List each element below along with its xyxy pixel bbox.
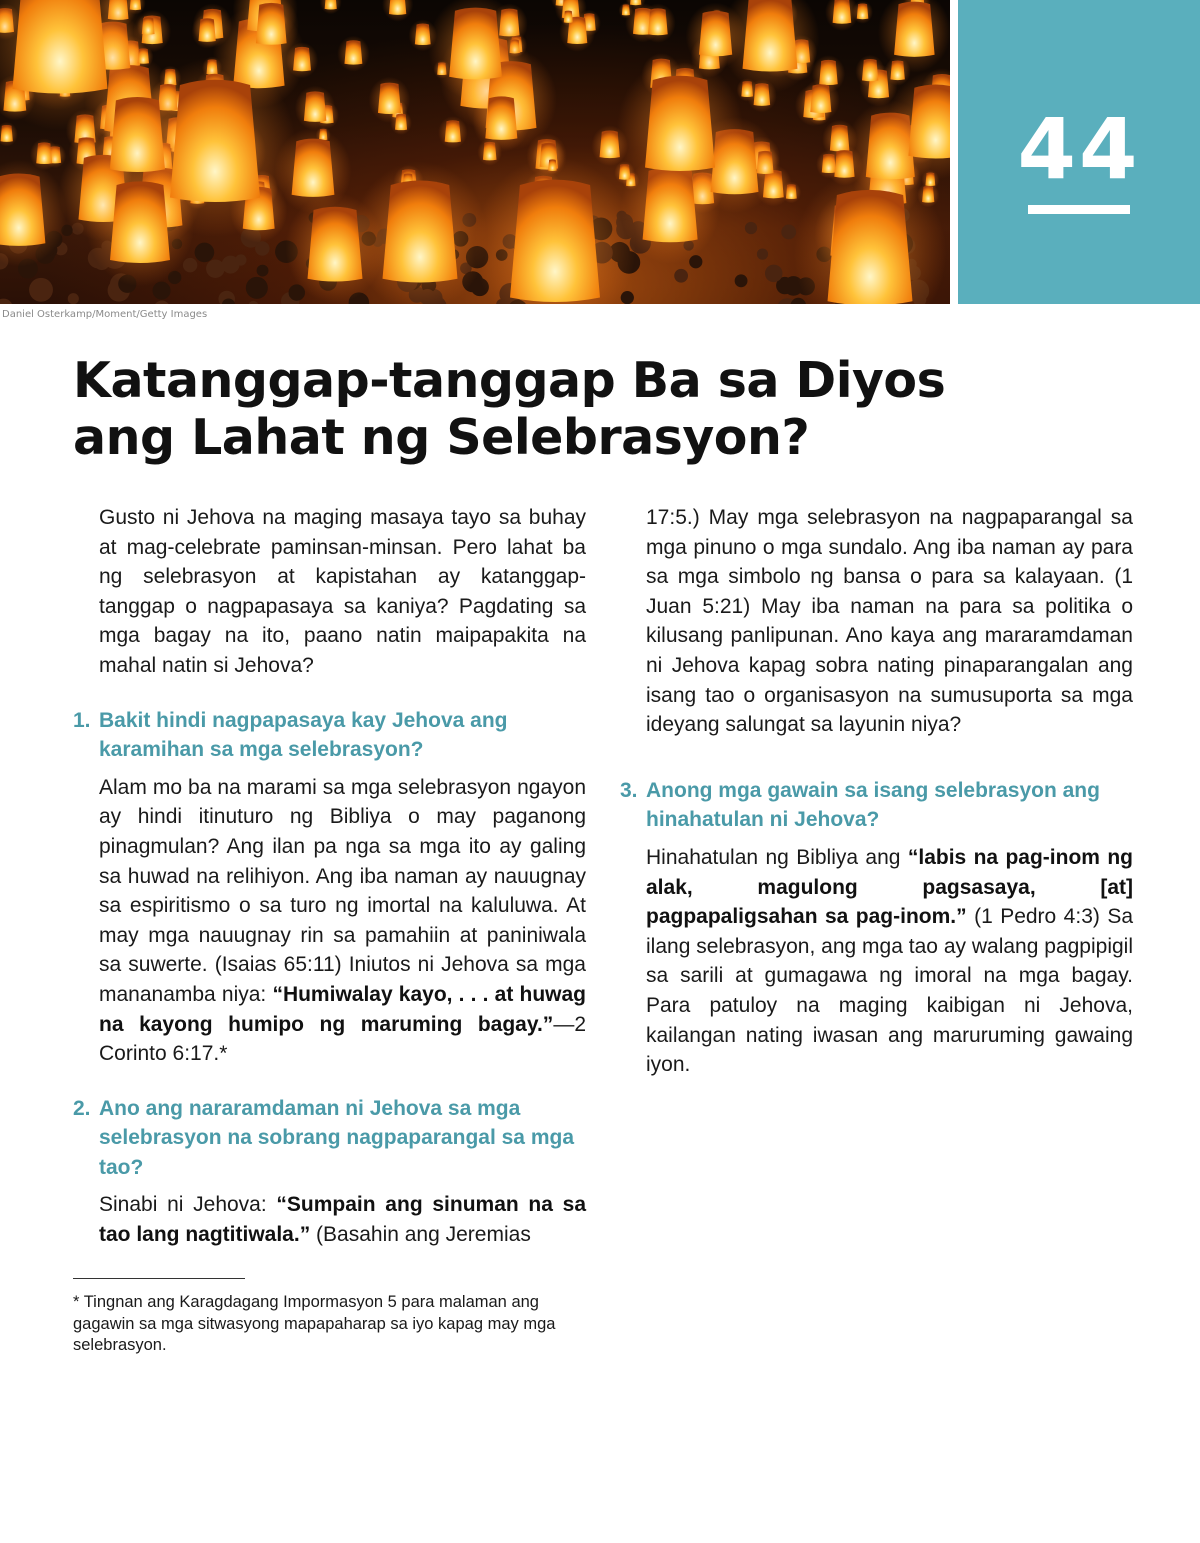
crowd-figure xyxy=(674,269,688,283)
sky-lanterns-photo xyxy=(0,0,950,304)
answer-2-quote: “Sumpain ang sinuman na sa tao lang nagtitiwala.” xyxy=(99,1193,587,1247)
page-title xyxy=(73,352,1073,466)
crowd-figure xyxy=(246,277,268,299)
lantern xyxy=(640,3,675,42)
footnote: * Tingnan ang Karagdagang Impormasyon 5 para malaman ang gagawin sa mga sitwasyong mapapaharap sa iyo kapag may mga selebrasyon. xyxy=(73,1293,556,1354)
lesson-number-panel xyxy=(958,0,1200,304)
crowd-figure xyxy=(68,293,79,304)
answer-3-paragraph xyxy=(620,843,1133,1080)
right-column xyxy=(620,503,1133,1105)
answer-2-paragraph xyxy=(73,1190,586,1249)
lantern xyxy=(382,0,413,22)
crowd-figure xyxy=(153,282,171,300)
title-line-2: ang Lahat ng Selebrasyon? xyxy=(73,409,810,466)
crowd-figure xyxy=(781,225,796,240)
answer-2-text-b: (Basahin ang Jeremias xyxy=(310,1223,531,1247)
lantern xyxy=(619,2,634,18)
footnote-divider xyxy=(73,1278,245,1279)
answer-3-quote: “labis na pag-inom ng alak, magulong pagsasaya, [at] pagpapaligsahan sa pag-inom.” xyxy=(646,845,1133,929)
lantern xyxy=(320,0,342,14)
answer-2-text-a: Sinabi ni Jehova: xyxy=(99,1193,277,1217)
crowd-figure xyxy=(765,265,783,283)
crowd-figure xyxy=(257,265,269,277)
crowd-figure xyxy=(29,278,53,302)
crowd-figure xyxy=(154,301,170,304)
crowd-figure xyxy=(735,274,748,287)
question-3-number: 3. xyxy=(620,778,638,802)
answer-1-quote: “Humiwalay kayo, . . . at huwag na kayong humipo ng maruming bagay.” xyxy=(99,982,586,1036)
question-3-text: Anong mga gawain sa isang selebrasyon ang hinahatulan ni Jehova? xyxy=(646,778,1100,832)
crowd-figure xyxy=(757,249,768,260)
question-3 xyxy=(620,776,1133,835)
lesson-number: 44 xyxy=(1017,100,1141,198)
lantern xyxy=(617,58,743,198)
question-1-number: 1. xyxy=(73,708,91,732)
intro-paragraph: Gusto ni Jehova na maging masaya tayo sa buhay at mag-celebrate paminsan-minsan. Pero lahat ba ng selebrasyon at kapistahan ay katanggap-tanggap o nagpapasaya sa kaniya? Pagdating sa mga bagay na ito, paano natin maipapakita na mahal natin si Jehova? xyxy=(99,506,586,677)
answer-1-text-b: —2 Corinto 6:17.* xyxy=(99,1012,586,1066)
answer-2-continuation: 17:5.) May mga selebrasyon na nagpaparangal sa mga pinuno o mga sundalo. Ang iba naman ay para sa mga simbolo ng bansa o para sa kalayaan. (1 Juan 5:21) May iba naman na para sa politika o kilusang panlipunan. Ano kaya ang mararamdaman ni Jehova kapag sobra nating pinaparangalan ang isang tao o organisasyon na sumusuporta sa mga ideyang salungat sa layunin niya? xyxy=(646,506,1133,737)
crowd-figure xyxy=(235,254,246,265)
lantern xyxy=(337,36,369,72)
answer-3-text-a: Hinahatulan ng Bibliya ang xyxy=(646,845,908,869)
answer-1-text-a: Alam mo ba na marami sa mga selebrasyon ngayon ay hindi itinuturo ng Bibliya o may paganong pinagmulan? Ang ilan pa nga sa mga ito ay galing sa huwad na relihiyon. Ang iba naman ay nauugnay sa espiritismo o sa turo ng imortal na kaluluwa. At may mga nauugnay rin sa pamahiin at paniniwala sa suwerte. (Isaias 65:11) Iniutos ni Jehova sa mga mananamba niya: xyxy=(99,775,586,1006)
question-2-text: Ano ang nararamdaman ni Jehova sa mga selebrasyon na sobrang nagpaparangal sa mga tao? xyxy=(99,1096,574,1179)
lantern xyxy=(825,0,859,31)
lantern xyxy=(286,193,385,303)
question-1-text: Bakit hindi nagpapasaya kay Jehova ang karamihan sa mga selebrasyon? xyxy=(99,708,508,762)
title-line-1: Katanggap-tanggap Ba sa Diyos xyxy=(73,352,946,409)
crowd-figure xyxy=(745,222,757,234)
answer-1-paragraph xyxy=(73,773,586,1069)
lantern xyxy=(0,122,18,147)
crowd-figure xyxy=(183,258,197,272)
crowd-figure xyxy=(790,298,806,304)
left-column xyxy=(73,503,586,1250)
crowd-figure xyxy=(195,243,215,263)
question-2-number: 2. xyxy=(73,1096,91,1120)
lanterns-illustration xyxy=(0,0,950,304)
lantern xyxy=(560,8,576,26)
lesson-number-underline xyxy=(1028,205,1130,214)
crowd-figure xyxy=(0,299,13,304)
question-1 xyxy=(73,706,586,765)
answer-3-text-b: (1 Pedro 4:3) Sa ilang selebrasyon, ang mga tao ay walang pagpipigil sa sarili at gumagawa ng imoral na mga bagay. Para patuloy na maging kaibigan ni Jehova, kailangan nating iwasan ang maruruming gawaing iyon. xyxy=(646,905,1134,1077)
question-2 xyxy=(73,1094,586,1183)
photo-credit: Daniel Osterkamp/Moment/Getty Images xyxy=(2,309,208,320)
lantern xyxy=(855,55,884,88)
lantern xyxy=(802,79,840,121)
lantern xyxy=(474,157,636,304)
lantern xyxy=(473,88,531,152)
crowd-figure xyxy=(248,301,258,304)
crowd-figure xyxy=(255,241,269,255)
lantern xyxy=(86,166,194,286)
crowd-figure xyxy=(206,259,225,278)
lantern xyxy=(295,86,335,131)
lantern xyxy=(369,77,411,123)
